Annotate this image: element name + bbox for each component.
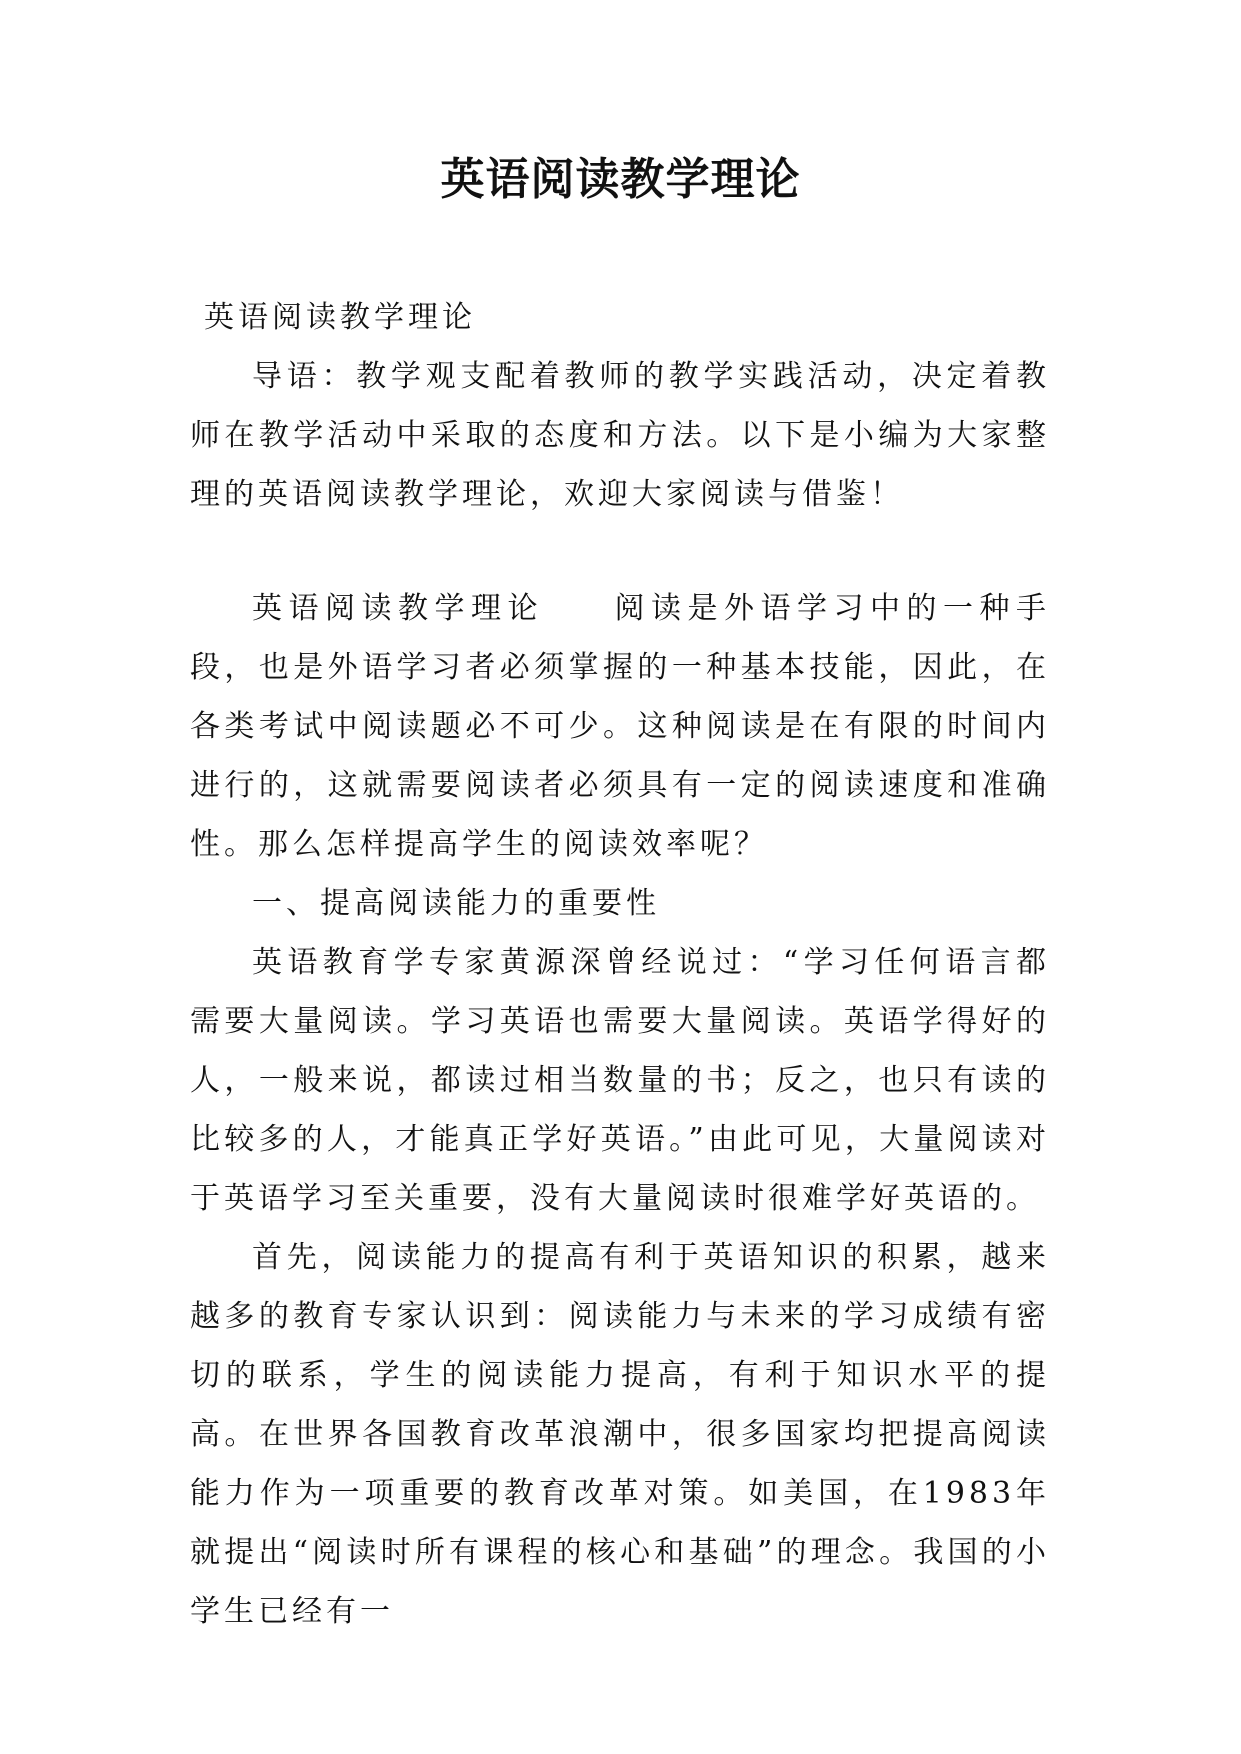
section-lead-text: 阅读是外语学习中的一种手段，也是外语学习者必须掌握的一种基本技能，因此，在各类考试中阅读题必不可少。这种阅读是在有限的时间内进行的，这就需要阅读者必须具有一定的阅读速度和准确性。那么怎样提高学生的阅读效率呢？ [190,591,1050,862]
body-paragraph-2: 首先，阅读能力的提高有利于英语知识的积累，越来越多的教育专家认识到：阅读能力与未来的学习成绩有密切的联系，学生的阅读能力提高，有利于知识水平的提高。在世界各国教育改革浪潮中，很多国家均把提高阅读能力作为一项重要的教育改革对策。如美国，在1983年就提出“阅读时所有课程的核心和基础”的理念。我国的小学生已经有一 [190,1240,1050,1629]
section-lead-paragraph [190,579,1050,874]
intro-paragraph: 导语：教学观支配着教师的教学实践活动，决定着教师在教学活动中采取的态度和方法。以下是小编为大家整理的英语阅读教学理论，欢迎大家阅读与借鉴！ [190,359,1050,512]
section-title-inline: 英语阅读教学理论 [252,591,544,626]
section-heading: 一、提高阅读能力的重要性 [252,886,660,921]
body-paragraph-1: 英语教育学专家黄源深曾经说过：“学习任何语言都需要大量阅读。学习英语也需要大量阅读。英语学得好的人，一般来说，都读过相当数量的书；反之，也只有读的比较多的人，才能真正学好英语。”由此可见，大量阅读对于英语学习至关重要，没有大量阅读时很难学好英语的。 [190,945,1050,1216]
paragraph-spacer [190,524,1050,579]
document-subtitle: 英语阅读教学理论 [204,300,476,335]
document-title: 英语阅读教学理论 [440,154,801,205]
document-body [190,288,1050,1641]
